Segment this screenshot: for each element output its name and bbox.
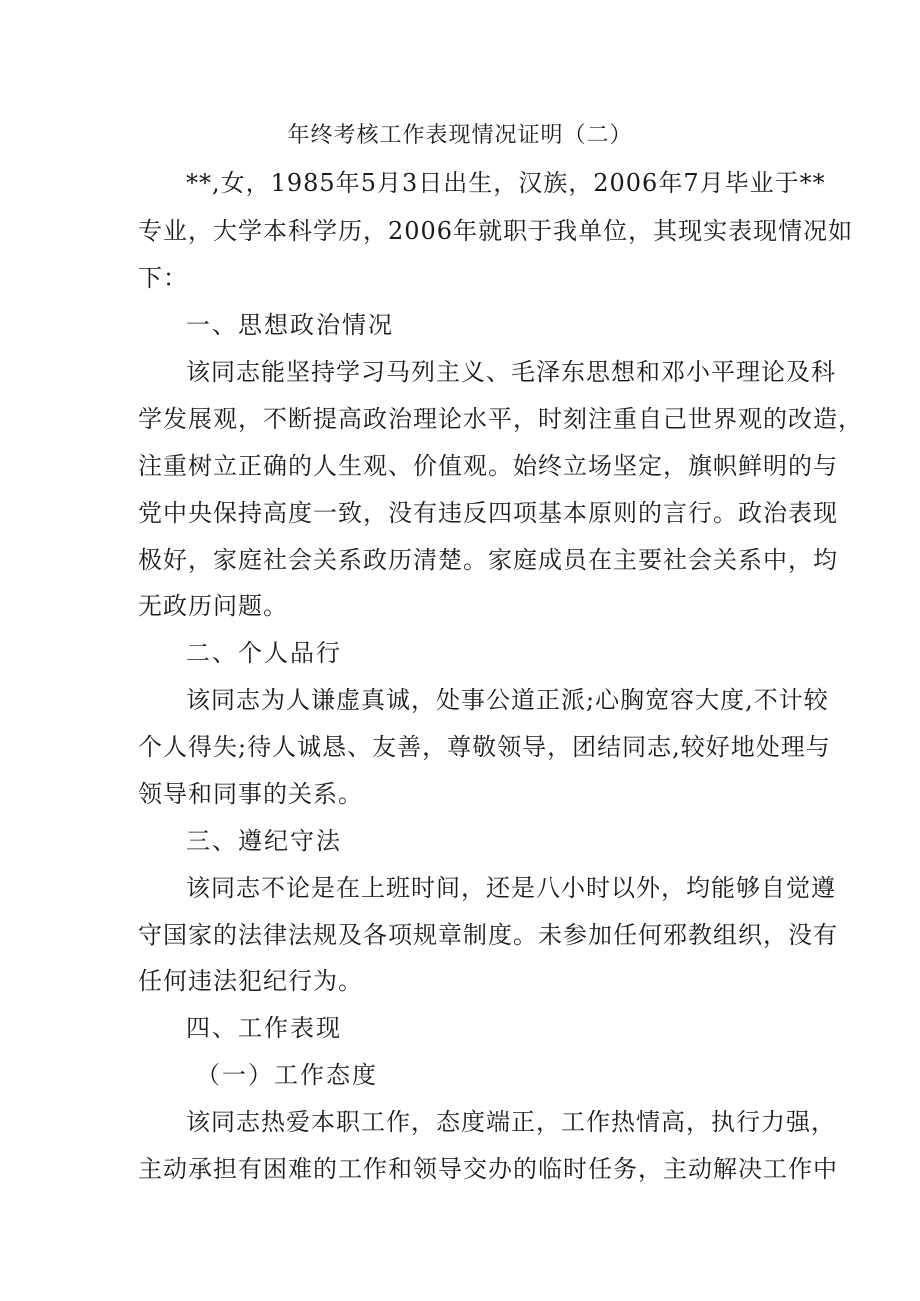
section-2-line-3: 领导和同事的关系。 <box>138 780 363 808</box>
section-1-line-1: 该同志能坚持学习马列主义、毛泽东思想和邓小平理论及科 <box>186 358 836 386</box>
section-1-heading: 一、思想政治情况 <box>186 311 394 339</box>
intro-line-2: 专业，大学本科学历，2006年就职于我单位，其现实表现情况如 <box>138 217 854 245</box>
section-1-line-4: 党中央保持高度一致，没有违反四项基本原则的言行。政治表现 <box>138 499 838 527</box>
section-1-line-6: 无政历问题。 <box>138 592 288 620</box>
section-4-line-2: 主动承担有困难的工作和领导交办的临时任务，主动解决工作中 <box>138 1155 838 1183</box>
intro-line-3: 下： <box>138 264 188 292</box>
section-4-line-1: 该同志热爱本职工作，态度端正，工作热情高，执行力强， <box>186 1108 836 1136</box>
document-title: 年终考核工作表现情况证明（二） <box>287 123 633 148</box>
section-2-line-2: 个人得失;待人诚恳、友善，尊敬领导，团结同志,较好地处理与 <box>138 733 831 761</box>
intro-line-1: **,女，1985年5月3日出生，汉族，2006年7月毕业于** <box>186 169 826 197</box>
section-1-line-3: 注重树立正确的人生观、价值观。始终立场坚定，旗帜鲜明的与 <box>138 452 838 480</box>
section-3-line-3: 任何违法犯纪行为。 <box>138 967 363 995</box>
section-1-line-5: 极好，家庭社会关系政历清楚。家庭成员在主要社会关系中，均 <box>138 546 838 574</box>
section-4-subheading: （一）工作态度 <box>196 1061 378 1089</box>
section-3-line-1: 该同志不论是在上班时间，还是八小时以外，均能够自觉遵 <box>186 874 836 902</box>
section-4-heading: 四、工作表现 <box>186 1014 342 1042</box>
section-2-heading: 二、个人品行 <box>186 639 342 667</box>
section-1-line-2: 学发展观，不断提高政治理论水平，时刻注重自己世界观的改造， <box>138 405 863 433</box>
section-3-line-2: 守国家的法律法规及各项规章制度。未参加任何邪教组织，没有 <box>138 921 838 949</box>
section-2-line-1: 该同志为人谦虚真诚，处事公道正派;心胸宽容大度,不计较 <box>186 686 829 714</box>
section-3-heading: 三、遵纪守法 <box>186 827 342 855</box>
